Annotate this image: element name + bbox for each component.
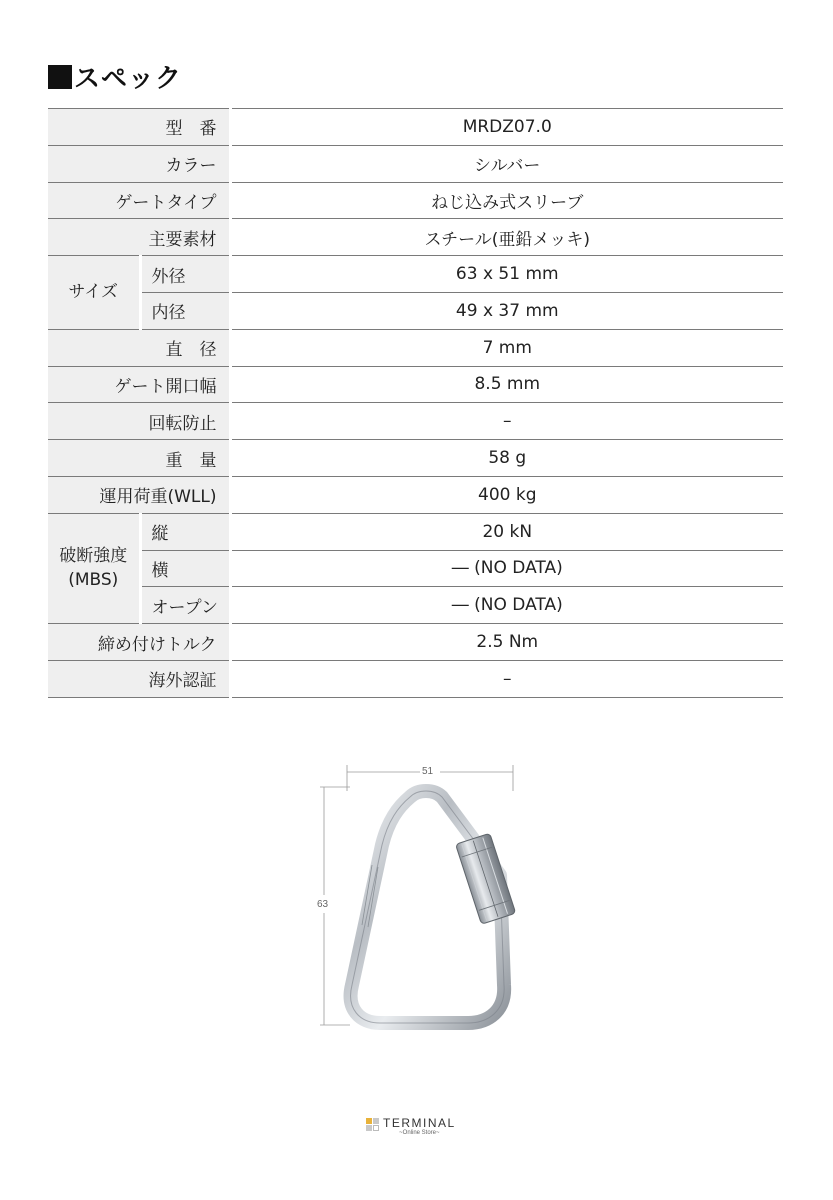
- row-value: ― (NO DATA): [230, 587, 783, 624]
- table-row: [48, 440, 783, 477]
- spec-table: [48, 108, 783, 698]
- table-row: [48, 550, 783, 587]
- table-row: [48, 182, 783, 219]
- row-value: 400 kg: [230, 476, 783, 513]
- row-label: 外径: [140, 256, 230, 293]
- table-row: [48, 513, 783, 550]
- row-value: 49 x 37 mm: [230, 292, 783, 329]
- row-value: MRDZ07.0: [230, 109, 783, 146]
- group-label-size: サイズ: [48, 256, 140, 330]
- table-row: [48, 256, 783, 293]
- row-value: 63 x 51 mm: [230, 256, 783, 293]
- height-dimension-label: 63: [317, 899, 329, 910]
- row-label: 主要素材: [48, 219, 230, 256]
- row-label: オープン: [140, 587, 230, 624]
- heading-text: スペック: [74, 64, 183, 94]
- table-row: [48, 403, 783, 440]
- row-label: 締め付けトルク: [48, 624, 230, 661]
- row-value: シルバー: [230, 145, 783, 182]
- store-logo: [366, 1117, 456, 1137]
- table-row: [48, 476, 783, 513]
- row-value: ねじ込み式スリーブ: [230, 182, 783, 219]
- table-row: [48, 219, 783, 256]
- table-row: [48, 660, 783, 697]
- group-label-text: 破断強度 (MBS): [59, 545, 128, 591]
- row-label: ゲート開口幅: [48, 366, 230, 403]
- row-value: 58 g: [230, 440, 783, 477]
- row-value: ― (NO DATA): [230, 550, 783, 587]
- quick-link-carabiner-image: [300, 755, 540, 1045]
- section-heading: [48, 58, 182, 95]
- row-value: –: [230, 660, 783, 697]
- row-value: 20 kN: [230, 513, 783, 550]
- row-label: 海外認証: [48, 660, 230, 697]
- table-row: [48, 292, 783, 329]
- table-row: [48, 366, 783, 403]
- row-label: 重 量: [48, 440, 230, 477]
- width-dimension-label: 51: [422, 766, 434, 777]
- product-figure: [300, 755, 540, 1045]
- row-value: 7 mm: [230, 329, 783, 366]
- table-row: [48, 145, 783, 182]
- table-row: [48, 329, 783, 366]
- row-value: –: [230, 403, 783, 440]
- row-value: 8.5 mm: [230, 366, 783, 403]
- row-label: 横: [140, 550, 230, 587]
- table-row: [48, 624, 783, 661]
- square-bullet-icon: [48, 65, 72, 89]
- logo-name: TERMINAL: [383, 1116, 456, 1130]
- table-row: [48, 109, 783, 146]
- row-value: スチール(亜鉛メッキ): [230, 219, 783, 256]
- row-label: 回転防止: [48, 403, 230, 440]
- row-value: 2.5 Nm: [230, 624, 783, 661]
- row-label: 型 番: [48, 109, 230, 146]
- row-label: カラー: [48, 145, 230, 182]
- row-label: ゲートタイプ: [48, 182, 230, 219]
- row-label: 内径: [140, 292, 230, 329]
- row-label: 縦: [140, 513, 230, 550]
- table-row: [48, 587, 783, 624]
- logo-subtitle: ~Online Store~: [399, 1130, 440, 1136]
- row-label: 直 径: [48, 329, 230, 366]
- group-label-mbs: [48, 513, 140, 623]
- logo-icon: [366, 1118, 379, 1131]
- row-label: 運用荷重(WLL): [48, 476, 230, 513]
